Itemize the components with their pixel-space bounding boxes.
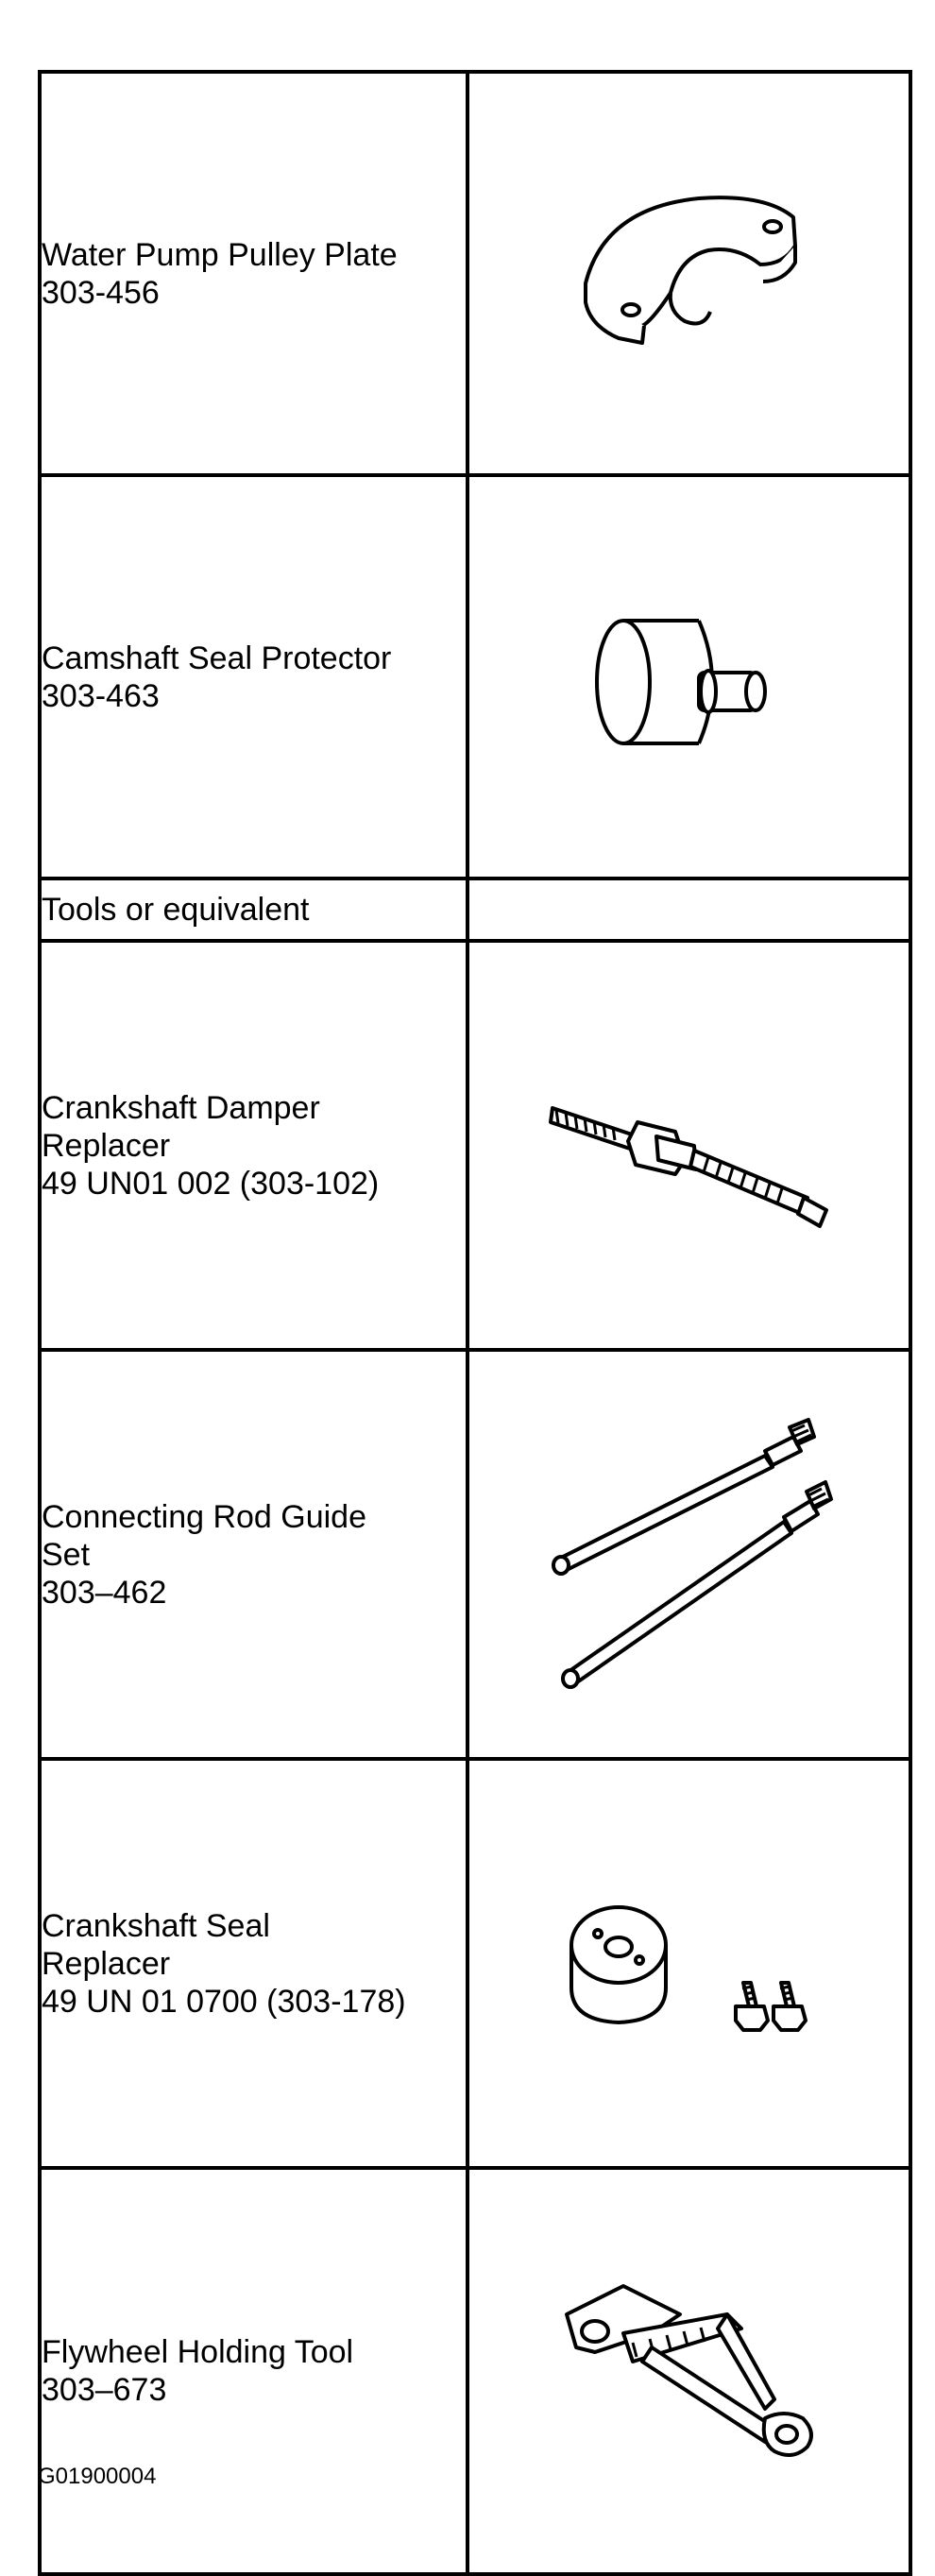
tool-number: 303-456 <box>42 274 160 311</box>
special-tools-table <box>38 70 912 2576</box>
tool-illustration-cell <box>468 1350 910 1759</box>
tool-row <box>40 475 910 879</box>
tool-number: 303–462 <box>42 1574 167 1611</box>
tool-illustration-cell <box>468 941 910 1350</box>
tool-name-cont: Replacer <box>42 1127 171 1164</box>
tool-number: 303-463 <box>42 677 160 714</box>
tool-name-cell <box>40 1759 468 2168</box>
tool-row <box>40 2168 910 2574</box>
section-blank-cell <box>468 879 910 941</box>
tool-number: 49 UN 01 0700 (303-178) <box>42 1983 406 2020</box>
figure-code: G01900004 <box>38 2464 157 2489</box>
tool-illustration-cell <box>468 72 910 475</box>
tool-row <box>40 1350 910 1759</box>
crankshaft-damper-replacer-icon <box>534 1042 845 1250</box>
tool-name: Camshaft Seal Protector <box>42 640 392 676</box>
tool-name: Connecting Rod Guide <box>42 1498 367 1535</box>
tool-name-cell <box>40 475 468 879</box>
camshaft-seal-protector-icon <box>567 573 812 781</box>
tool-illustration-cell <box>468 2168 910 2574</box>
tool-name: Crankshaft Damper <box>42 1089 320 1126</box>
flywheel-holding-tool-icon <box>538 2258 841 2484</box>
connecting-rod-guide-set-icon <box>529 1399 850 1711</box>
crankshaft-seal-replacer-icon <box>534 1869 845 2058</box>
tool-row <box>40 1759 910 2168</box>
tool-name-cell <box>40 941 468 1350</box>
tool-name-cont: Replacer <box>42 1945 171 1982</box>
water-pump-pulley-plate-icon <box>548 170 831 378</box>
tool-name: Water Pump Pulley Plate <box>42 236 398 273</box>
section-label: Tools or equivalent <box>40 879 468 941</box>
tool-name-cell <box>40 2168 468 2574</box>
tool-row <box>40 941 910 1350</box>
tool-name-cell <box>40 72 468 475</box>
tool-number: 49 UN01 002 (303-102) <box>42 1165 380 1202</box>
tool-name-cont: Set <box>42 1536 91 1573</box>
tool-name: Flywheel Holding Tool <box>42 2334 354 2370</box>
tool-name-cell <box>40 1350 468 1759</box>
tool-number: 303–673 <box>42 2372 167 2408</box>
tool-name: Crankshaft Seal <box>42 1907 270 1944</box>
tool-illustration-cell <box>468 475 910 879</box>
tool-row <box>40 72 910 475</box>
section-row <box>40 879 910 941</box>
tool-illustration-cell <box>468 1759 910 2168</box>
